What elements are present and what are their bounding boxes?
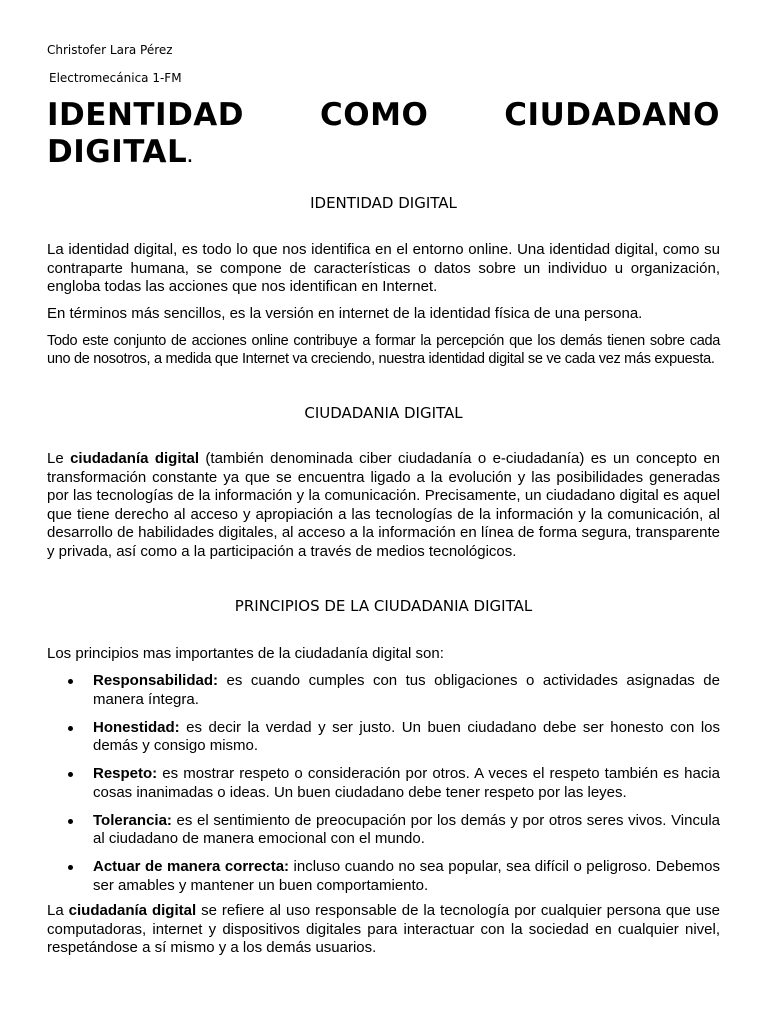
closing-pre: La bbox=[47, 902, 69, 919]
paragraph-ciudadania bbox=[47, 450, 720, 561]
principle-term: Honestidad: bbox=[93, 718, 180, 736]
principle-text: es mostrar respeto o consideración por otros. A veces el respeto también es hacia cosas inanimadas o ideas. Un buen ciudadano debe tener respeto por las leyes. bbox=[93, 765, 720, 801]
bullet-icon bbox=[68, 679, 73, 684]
closing-post: se refiere al uso responsable de la tecnología por cualquier persona que use computadoras, internet y dispositivos digitales para interactuar con la sociedad en cualquier nivel, respetándose a sí mismo y a los demás usuarios. bbox=[47, 902, 721, 956]
title-period: . bbox=[187, 150, 194, 166]
bullet-icon bbox=[68, 819, 73, 824]
bullet-icon bbox=[68, 726, 73, 731]
list-item bbox=[47, 812, 720, 849]
course-name: Electromecánica 1-FM bbox=[49, 71, 182, 85]
closing-bold: ciudadanía digital bbox=[68, 902, 197, 919]
list-item bbox=[47, 858, 720, 895]
principle-text: es el sentimiento de preocupación por los demás y por otros seres vivos. Vincula al ciudadano de manera emocional con el mundo. bbox=[93, 811, 720, 847]
list-item bbox=[47, 765, 720, 802]
paragraph-identidad-2: En términos más sencillos, es la versión en internet de la identidad física de una persona. bbox=[47, 305, 643, 322]
title-word-digital: DIGITAL bbox=[47, 134, 188, 170]
principle-term: Tolerancia: bbox=[93, 811, 172, 829]
principles-intro: Los principios mas importantes de la ciudadanía digital son: bbox=[47, 645, 444, 662]
author-name: Christofer Lara Pérez bbox=[47, 43, 173, 57]
list-item bbox=[47, 719, 720, 756]
page-title bbox=[47, 97, 720, 177]
paragraph-ciudadania-post: (también denominada ciber ciudadanía o e-ciudadanía) es un concepto en transformación constante ya que se encuentra ligado a la evolución y las posibilidades generadas por las tecnologías de la información y la comunicación. Precisamente, un ciudadano digital es aquel que tiene derecho al acceso y apropiación a las tecnologías de la información y la comunicación, al desarrollo de habilidades digitales, al acceso a la información en línea de forma segura, transparente y privada, así como a la participación a través de medios tecnológicos. bbox=[47, 450, 721, 560]
heading-ciudadania-digital: CIUDADANIA DIGITAL bbox=[304, 404, 463, 422]
principle-term: Respeto: bbox=[93, 765, 158, 782]
bullet-icon bbox=[68, 865, 73, 870]
paragraph-ciudadania-bold: ciudadanía digital bbox=[70, 450, 200, 467]
title-word-ciudadano: CIUDADANO bbox=[504, 97, 720, 133]
paragraph-identidad-1: La identidad digital, es todo lo que nos identifica en el entorno online. Una identidad digital, como su contraparte humana, se compone de características o datos sobre un individuo u organización, engloba todas las acciones que nos identifican en Internet. bbox=[47, 241, 720, 295]
principle-text: incluso cuando no sea popular, sea difícil o peligroso. Debemos ser amables y mantener un buen comportamiento. bbox=[93, 858, 720, 894]
heading-principios: PRINCIPIOS DE LA CIUDADANIA DIGITAL bbox=[234, 597, 533, 615]
principles-list bbox=[47, 672, 720, 905]
title-line-2 bbox=[47, 134, 720, 177]
title-word-identidad: IDENTIDAD bbox=[47, 97, 245, 133]
list-item bbox=[47, 672, 720, 709]
principle-text: es cuando cumples con tus obligaciones o actividades asignadas de manera íntegra. bbox=[93, 672, 720, 708]
title-line-1 bbox=[47, 97, 720, 134]
heading-identidad-digital: IDENTIDAD DIGITAL bbox=[310, 194, 457, 212]
paragraph-ciudadania-pre: Le bbox=[47, 450, 71, 467]
title-word-como: COMO bbox=[320, 97, 429, 133]
principle-term: Responsabilidad: bbox=[93, 672, 219, 689]
bullet-icon bbox=[68, 772, 73, 777]
principle-text: es decir la verdad y ser justo. Un buen ciudadano debe ser honesto con los demás y consigo mismo. bbox=[93, 718, 720, 754]
closing-paragraph bbox=[47, 902, 720, 958]
principle-term: Actuar de manera correcta: bbox=[93, 858, 290, 875]
paragraph-identidad-3: Todo este conjunto de acciones online contribuye a formar la percepción que los demás tienen sobre cada uno de nosotros, a medida que Internet va creciendo, nuestra identidad digital se ve cada vez más expuesta. bbox=[47, 333, 720, 367]
